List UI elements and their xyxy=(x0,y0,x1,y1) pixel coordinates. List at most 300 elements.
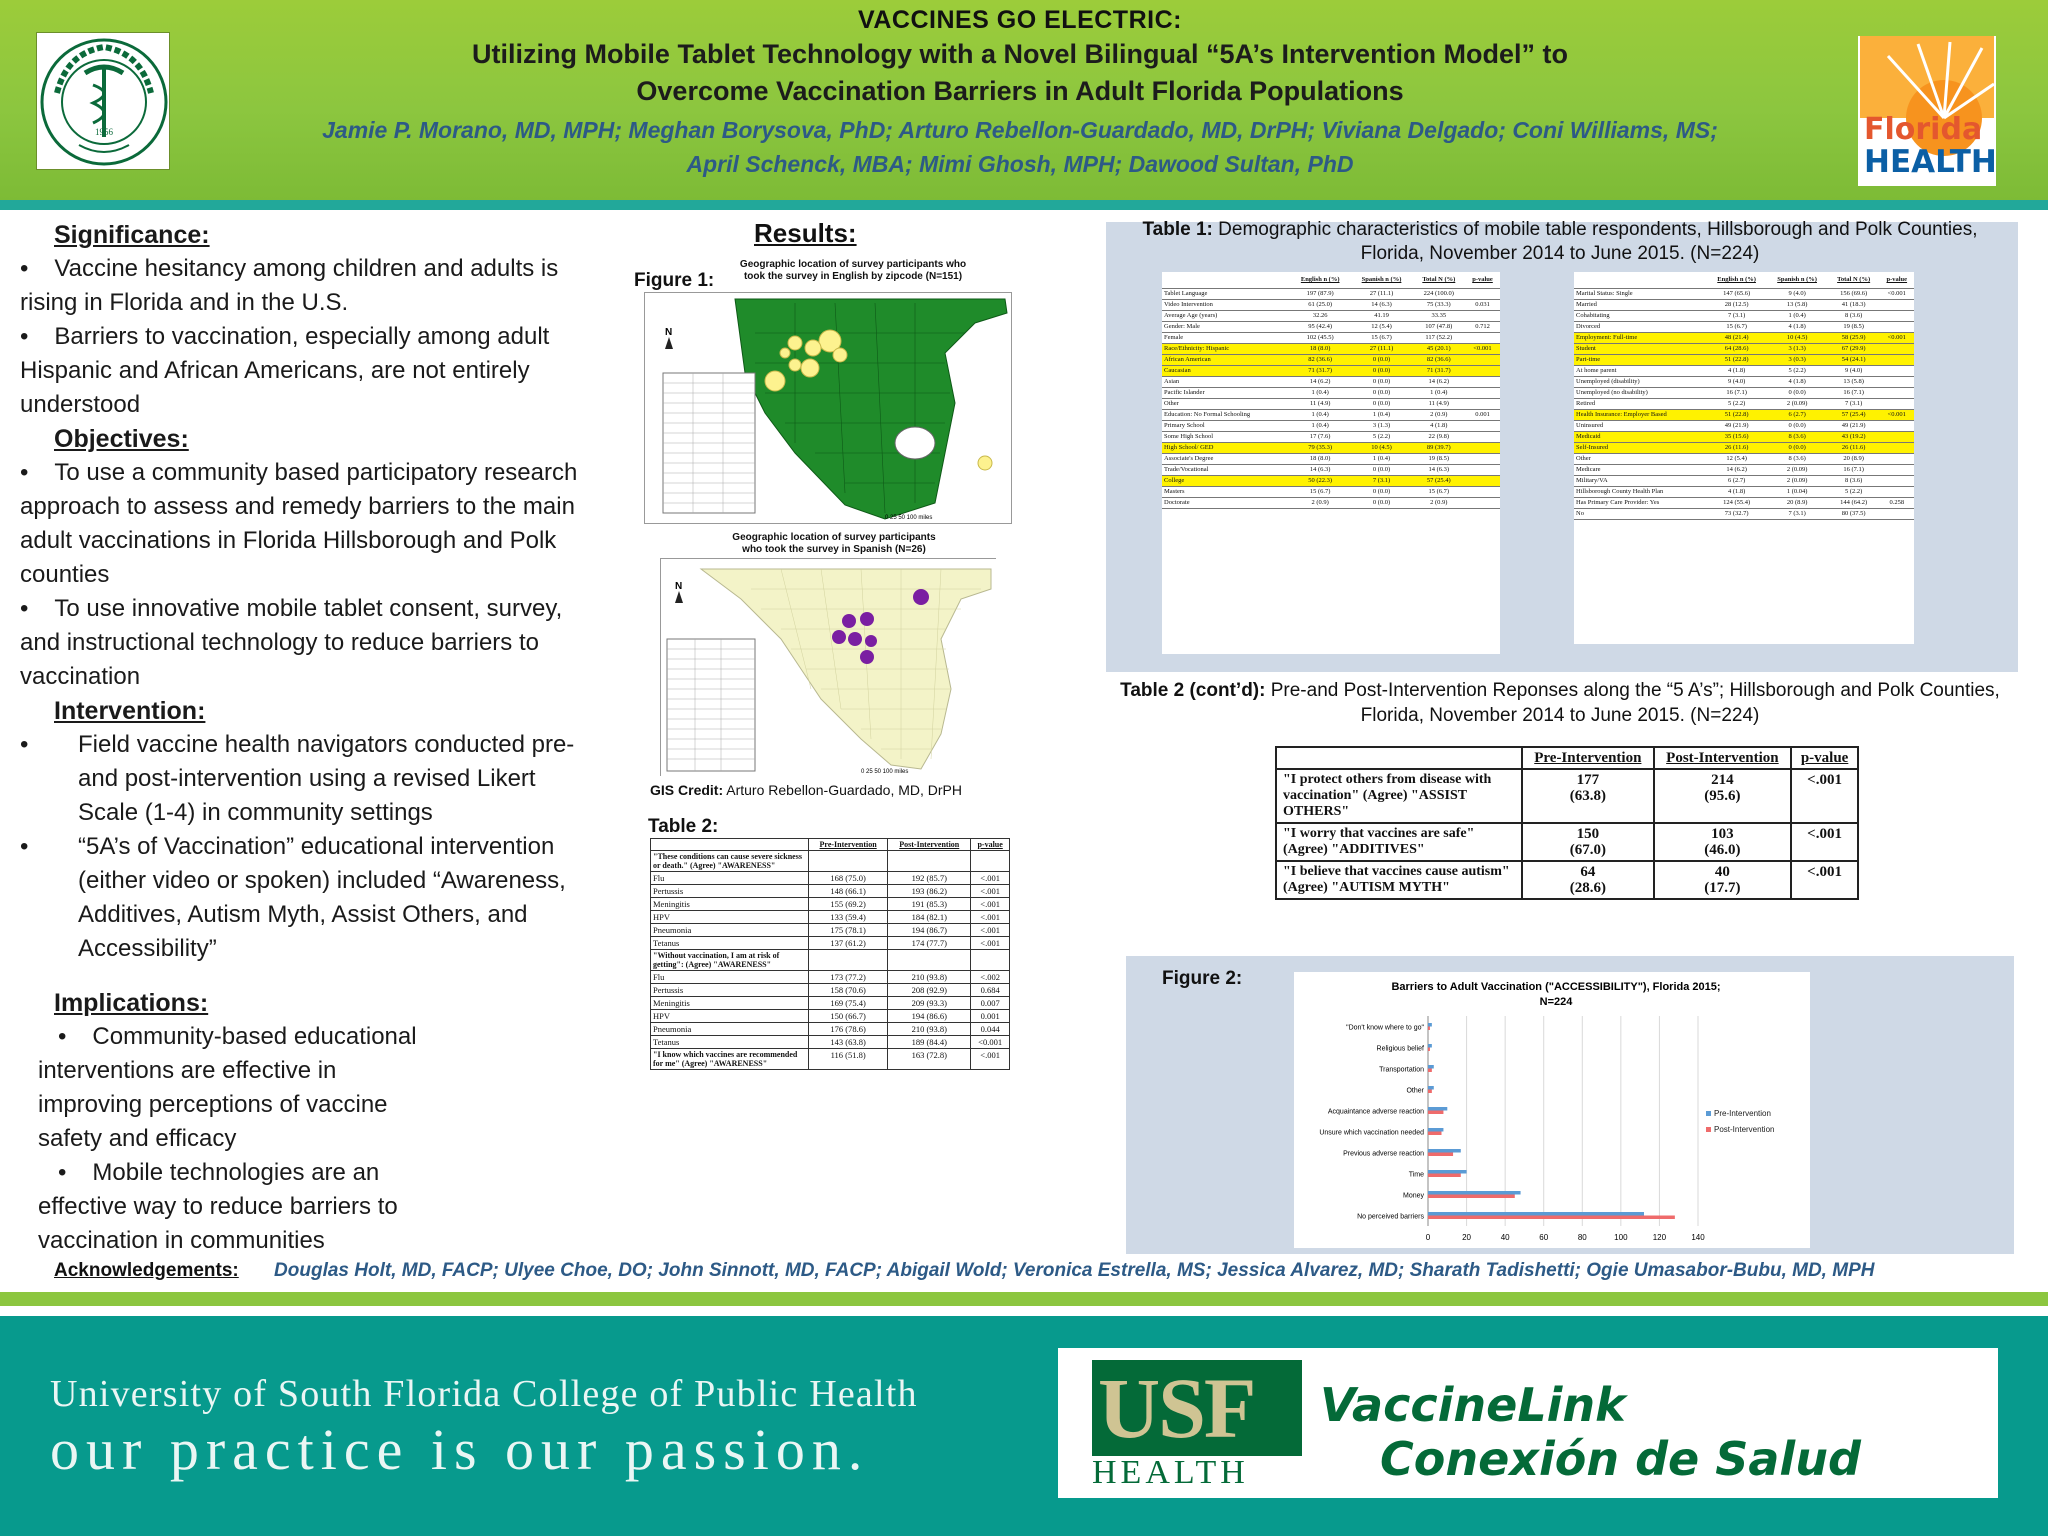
t1-total: 43 (19.2) xyxy=(1828,431,1880,442)
t1-pvalue: 0.258 xyxy=(1880,497,1914,508)
t2-question: HPV xyxy=(651,911,809,924)
t1-spanish: 9 (4.0) xyxy=(1766,288,1827,299)
table-row xyxy=(1574,321,1914,332)
t2-question: Tetanus xyxy=(651,937,809,950)
t2-question: Meningitis xyxy=(651,898,809,911)
t1-total: 14 (6.2) xyxy=(1413,376,1465,387)
table-row xyxy=(651,971,1010,984)
t1-total: 11 (4.9) xyxy=(1413,398,1465,409)
north-arrow-icon xyxy=(665,337,673,349)
t1-header: Spanish n (%) xyxy=(1766,272,1827,288)
t1-english: 14 (6.2) xyxy=(1290,376,1351,387)
t2-pvalue: 0.684 xyxy=(971,984,1010,997)
t1-pvalue xyxy=(1880,376,1914,387)
t1-header: Spanish n (%) xyxy=(1350,272,1412,288)
t1-english: 197 (87.9) xyxy=(1290,288,1351,299)
table-row xyxy=(651,937,1010,950)
t2c-pre xyxy=(1522,769,1654,823)
t2-question: Tetanus xyxy=(651,1036,809,1049)
implications-heading: Implications: xyxy=(54,989,209,1017)
table-row xyxy=(1574,497,1914,508)
t1-total: 1 (0.4) xyxy=(1413,387,1465,398)
t1-english: 18 (8.0) xyxy=(1290,453,1351,464)
intervention-bullet-1 xyxy=(20,728,580,830)
table-row xyxy=(1162,453,1500,464)
t1-total: 2 (0.9) xyxy=(1413,497,1465,508)
t1-english: 9 (4.0) xyxy=(1707,376,1767,387)
chart-bar xyxy=(1428,1107,1447,1111)
t1-total: 58 (25.9) xyxy=(1828,332,1880,343)
title-line1: VACCINES GO ELECTRIC: xyxy=(858,6,1182,34)
t1-english: 124 (55.4) xyxy=(1707,497,1767,508)
chart-bar xyxy=(1428,1191,1521,1195)
t1-spanish: 0 (0.0) xyxy=(1350,464,1412,475)
table-row xyxy=(1574,288,1914,299)
chart-x-tick: 0 xyxy=(1425,1233,1431,1242)
t2-pre: 158 (70.6) xyxy=(808,984,887,997)
t1-spanish: 6 (2.7) xyxy=(1766,409,1827,420)
t2-post: 191 (85.3) xyxy=(888,898,971,911)
figure2-chart xyxy=(1294,972,1810,1248)
table-row xyxy=(1574,409,1914,420)
t2c-pre-pct: (63.8) xyxy=(1569,788,1606,804)
t1-header: p-value xyxy=(1880,272,1914,288)
table-row xyxy=(1574,398,1914,409)
table-row xyxy=(1162,442,1500,453)
table-row xyxy=(1276,823,1858,861)
t2-question: Pneumonia xyxy=(651,924,809,937)
t2-question: Meningitis xyxy=(651,997,809,1010)
t2-pvalue: <.001 xyxy=(971,898,1010,911)
t2-pre: 176 (78.6) xyxy=(808,1023,887,1036)
figure1-label: Figure 1: xyxy=(634,270,715,291)
chart-bar xyxy=(1428,1111,1443,1115)
t1-total: 45 (20.1) xyxy=(1413,343,1465,354)
table-row xyxy=(1574,310,1914,321)
t1-total: 33.35 xyxy=(1413,310,1465,321)
table1-right xyxy=(1574,272,1914,644)
t2c-post xyxy=(1654,861,1791,899)
table-row xyxy=(1162,365,1500,376)
t1-label: Medicaid xyxy=(1574,431,1707,442)
table-row xyxy=(1162,288,1500,299)
t1-pvalue xyxy=(1880,343,1914,354)
t1-english: 28 (12.5) xyxy=(1707,299,1767,310)
t1-spanish: 7 (3.1) xyxy=(1766,508,1827,519)
t1-pvalue xyxy=(1465,431,1500,442)
t1-english: 4 (1.8) xyxy=(1707,365,1767,376)
t1-pvalue: 0.031 xyxy=(1465,299,1500,310)
t1-label: African American xyxy=(1162,354,1290,365)
t1-pvalue xyxy=(1465,486,1500,497)
t2-pre: 168 (75.0) xyxy=(808,872,887,885)
t1-total: 8 (3.6) xyxy=(1828,310,1880,321)
table-row xyxy=(651,1010,1010,1023)
vaccinelink-title: VaccineLink xyxy=(1320,1378,1626,1432)
t2-pvalue: <.001 xyxy=(971,1049,1010,1070)
table-row xyxy=(1574,387,1914,398)
bullet-dot: • xyxy=(20,323,29,350)
t2c-pvalue: <.001 xyxy=(1791,769,1858,823)
bullet-dot: • xyxy=(20,595,29,622)
t1-label: Masters xyxy=(1162,486,1290,497)
t2c-pvalue: <.001 xyxy=(1791,861,1858,899)
table2 xyxy=(650,838,1010,1258)
t1-english: 147 (65.6) xyxy=(1707,288,1767,299)
t1-total: 2 (0.9) xyxy=(1413,409,1465,420)
t1-spanish: 1 (0.4) xyxy=(1766,310,1827,321)
table-row xyxy=(1162,299,1500,310)
footer-college: University of South Florida College of Public Health xyxy=(50,1373,918,1415)
t1-label: Student xyxy=(1574,343,1707,354)
table-row xyxy=(1162,332,1500,343)
table-row xyxy=(651,1036,1010,1049)
t1-spanish: 2 (0.09) xyxy=(1766,398,1827,409)
table-row xyxy=(651,997,1010,1010)
t1-label: Employment: Full-time xyxy=(1574,332,1707,343)
significance-bullet-1 xyxy=(20,252,580,320)
t2-post: 163 (72.8) xyxy=(888,1049,971,1070)
t1-english: 12 (5.4) xyxy=(1707,453,1767,464)
t1-total: 13 (5.8) xyxy=(1828,376,1880,387)
usf-seal-logo xyxy=(36,32,170,170)
acknowledgements-text: Douglas Holt, MD, FACP; Ulyee Choe, DO; John Sinnott, MD, FACP; Abigail Wold; Veronica Estrella, MS; Jessica Alvarez, MD; Sharath Tadishetti; Ogie Umasabor-Bubu, MD, MPH xyxy=(274,1260,1875,1281)
objectives-text-2: To use innovative mobile tablet consent, survey, and instructional technology to reduce barriers to vaccination xyxy=(20,595,563,690)
map-spanish-svg xyxy=(661,559,997,777)
t2c-pvalue: <.001 xyxy=(1791,823,1858,861)
fl-logo-florida: Florida xyxy=(1864,112,1983,147)
t2c-pre-pct: (67.0) xyxy=(1569,842,1606,858)
map1-scale: 0 25 50 100 miles xyxy=(885,515,933,521)
significance-heading: Significance: xyxy=(54,221,210,249)
t2-question: Pertussis xyxy=(651,984,809,997)
bullet-dot: • xyxy=(20,255,29,282)
chart-x-tick: 40 xyxy=(1500,1233,1510,1242)
chart-category-label: Previous adverse reaction xyxy=(1343,1150,1424,1158)
t2c-post-pct: (95.6) xyxy=(1704,788,1741,804)
t2-pre: 175 (78.1) xyxy=(808,924,887,937)
t1-label: Unemployed (disability) xyxy=(1574,376,1707,387)
table2cont-caption xyxy=(1110,678,2010,728)
left-column xyxy=(20,218,580,1258)
t2c-pre xyxy=(1522,823,1654,861)
t1-total: 82 (36.6) xyxy=(1413,354,1465,365)
chart-bar xyxy=(1428,1195,1515,1199)
t1-label: College xyxy=(1162,475,1290,486)
t1-english: 50 (22.3) xyxy=(1290,475,1351,486)
t2-pre xyxy=(808,950,887,971)
gis-credit-label: GIS Credit: xyxy=(650,782,724,798)
objectives-bullet-2 xyxy=(20,592,580,694)
table-row xyxy=(1276,861,1858,899)
t2-pre: 116 (51.8) xyxy=(808,1049,887,1070)
table-row xyxy=(1574,453,1914,464)
t1-total: 49 (21.9) xyxy=(1828,420,1880,431)
t2-pre: 143 (63.8) xyxy=(808,1036,887,1049)
t1-spanish: 4 (1.8) xyxy=(1766,321,1827,332)
chart-category-label: Money xyxy=(1402,1192,1424,1200)
t2-h2: Post-Intervention xyxy=(888,839,971,851)
t2c-question: "I worry that vaccines are safe" (Agree) "ADDITIVES" xyxy=(1276,823,1522,861)
t1-english: 1 (0.4) xyxy=(1290,409,1351,420)
chart-bar xyxy=(1428,1090,1432,1094)
table-row xyxy=(651,924,1010,937)
t1-pvalue xyxy=(1465,453,1500,464)
t2-post: 184 (82.1) xyxy=(888,911,971,924)
bullet-dot: • xyxy=(58,1159,67,1186)
t2-post xyxy=(888,950,971,971)
t1-english: 51 (22.8) xyxy=(1707,354,1767,365)
t1-pvalue xyxy=(1880,354,1914,365)
t1-spanish: 3 (0.3) xyxy=(1766,354,1827,365)
t1-english: 71 (31.7) xyxy=(1290,365,1351,376)
chart-x-tick: 140 xyxy=(1691,1233,1705,1242)
implications-bullet-1 xyxy=(20,1020,580,1156)
t1-english: 49 (21.9) xyxy=(1707,420,1767,431)
t1-total: 144 (64.2) xyxy=(1828,497,1880,508)
table-row xyxy=(1162,420,1500,431)
t1-pvalue xyxy=(1880,321,1914,332)
table1-caption-text: Demographic characteristics of mobile table respondents, Hillsborough and Polk Counties, Florida, November 2014 to June 2015. (N=224) xyxy=(1218,219,1978,264)
t1-spanish: 13 (5.8) xyxy=(1766,299,1827,310)
intervention-heading: Intervention: xyxy=(54,697,206,725)
t1-pvalue xyxy=(1465,464,1500,475)
t1-label: Caucasian xyxy=(1162,365,1290,376)
t2c-post-n: 103 xyxy=(1711,826,1734,842)
objectives-text-1: To use a community based participatory research approach to assess and remedy barriers to the main adult vaccinations in Florida Hillsborough and Polk counties xyxy=(20,459,578,588)
t1-pvalue xyxy=(1465,475,1500,486)
seal-year: 1956 xyxy=(95,127,113,137)
t1-english: 26 (11.6) xyxy=(1707,442,1767,453)
chart-bar xyxy=(1428,1153,1453,1157)
t1-english: 11 (4.9) xyxy=(1290,398,1351,409)
t1-spanish: 0 (0.0) xyxy=(1350,486,1412,497)
chart-x-tick: 20 xyxy=(1462,1233,1472,1242)
table-row xyxy=(1574,475,1914,486)
t1-total: 75 (33.3) xyxy=(1413,299,1465,310)
t1-english: 2 (0.9) xyxy=(1290,497,1351,508)
table-row xyxy=(1574,464,1914,475)
t1-pvalue xyxy=(1465,387,1500,398)
intervention-bullet-2 xyxy=(20,830,580,966)
t1-english: 14 (6.2) xyxy=(1707,464,1767,475)
t1-spanish: 0 (0.0) xyxy=(1766,387,1827,398)
t2c-post-pct: (46.0) xyxy=(1704,842,1741,858)
t1-pvalue xyxy=(1880,398,1914,409)
t2c-post xyxy=(1654,769,1791,823)
t1-total: 107 (47.8) xyxy=(1413,321,1465,332)
t1-spanish: 0 (0.0) xyxy=(1350,387,1412,398)
header-stripe xyxy=(0,200,2048,210)
table-row xyxy=(1574,343,1914,354)
t1-label: Asian xyxy=(1162,376,1290,387)
chart-x-tick: 120 xyxy=(1652,1233,1667,1242)
t2-pvalue: <.002 xyxy=(971,971,1010,984)
table-row xyxy=(1162,310,1500,321)
t2-post: 189 (84.4) xyxy=(888,1036,971,1049)
t1-pvalue: 0.001 xyxy=(1465,409,1500,420)
t1-total: 80 (37.5) xyxy=(1828,508,1880,519)
table-row xyxy=(1574,431,1914,442)
florida-health-logo xyxy=(1858,36,1996,186)
t2-pre: 133 (59.4) xyxy=(808,911,887,924)
t1-pvalue xyxy=(1880,420,1914,431)
intervention-text-2: “5A’s of Vaccination” educational intervention (either video or spoken) included “Awareness, Additives, Autism Myth, Assist Others, and Accessibility” xyxy=(78,833,566,962)
t1-spanish: 0 (0.0) xyxy=(1766,442,1827,453)
t1-label: Race/Ethnicity: Hispanic xyxy=(1162,343,1290,354)
t1-total: 71 (31.7) xyxy=(1413,365,1465,376)
t2c-question: "I protect others from disease with vaccination" (Agree) "ASSIST OTHERS" xyxy=(1276,769,1522,823)
t2-pvalue: <.001 xyxy=(971,924,1010,937)
table-row xyxy=(651,984,1010,997)
t1-label: Gender: Male xyxy=(1162,321,1290,332)
t2-h1: Pre-Intervention xyxy=(808,839,887,851)
t1-label: Unemployed (no disability) xyxy=(1574,387,1707,398)
chart-bar xyxy=(1428,1048,1430,1052)
t1-spanish: 0 (0.0) xyxy=(1350,376,1412,387)
t1-total: 16 (7.1) xyxy=(1828,464,1880,475)
chart-bar xyxy=(1428,1086,1434,1090)
t1-label: Uninsured xyxy=(1574,420,1707,431)
t1-spanish: 1 (0.4) xyxy=(1350,453,1412,464)
t1-pvalue xyxy=(1465,398,1500,409)
t2c-pre-n: 177 xyxy=(1576,772,1600,788)
significance-text-2: Barriers to vaccination, especially among adult Hispanic and African Americans, are not entirely understood xyxy=(20,323,550,418)
north-arrow-icon: N xyxy=(675,581,683,592)
table-row xyxy=(1574,354,1914,365)
t2c-h3: p-value xyxy=(1791,747,1858,769)
t1-label: Military/VA xyxy=(1574,475,1707,486)
t1-label: Retired xyxy=(1574,398,1707,409)
t2-pre: 148 (66.1) xyxy=(808,885,887,898)
title-line3: Overcome Vaccination Barriers in Adult Florida Populations xyxy=(636,76,1404,106)
t2-question: Flu xyxy=(651,971,809,984)
table-row xyxy=(1162,376,1500,387)
t1-pvalue xyxy=(1465,442,1500,453)
t1-spanish: 2 (0.09) xyxy=(1766,475,1827,486)
chart-category-label: Religious belief xyxy=(1376,1045,1424,1053)
table-row xyxy=(1162,431,1500,442)
t1-total: 156 (69.6) xyxy=(1828,288,1880,299)
t2c-pre-pct: (28.6) xyxy=(1569,880,1606,896)
conexion-title: Conexión de Salud xyxy=(1380,1432,1861,1486)
t1-pvalue xyxy=(1465,332,1500,343)
t1-total: 54 (24.1) xyxy=(1828,354,1880,365)
t2-question: Pertussis xyxy=(651,885,809,898)
chart-bar xyxy=(1428,1065,1434,1069)
t2-pre xyxy=(808,851,887,872)
t1-pvalue xyxy=(1880,464,1914,475)
t1-pvalue: <0.001 xyxy=(1880,288,1914,299)
t1-pvalue xyxy=(1880,453,1914,464)
t1-english: 6 (2.7) xyxy=(1707,475,1767,486)
chart-category-label: Transportation xyxy=(1379,1066,1424,1074)
t1-total: 41 (18.3) xyxy=(1828,299,1880,310)
t1-label: Education: No Formal Schooling xyxy=(1162,409,1290,420)
t1-english: 1 (0.4) xyxy=(1290,420,1351,431)
bullet-dot: • xyxy=(58,1023,67,1050)
t1-total: 20 (8.9) xyxy=(1828,453,1880,464)
t2-question: "I know which vaccines are recommended for me" (Agree) "AWARENESS" xyxy=(651,1049,809,1070)
t1-english: 82 (36.6) xyxy=(1290,354,1351,365)
table-row xyxy=(1162,387,1500,398)
t2-question: Flu xyxy=(651,872,809,885)
t1-label: Has Primary Care Provider: Yes xyxy=(1574,497,1707,508)
t1-english: 79 (35.3) xyxy=(1290,442,1351,453)
table-row xyxy=(651,898,1010,911)
t2-pvalue xyxy=(971,851,1010,872)
t1-header: English n (%) xyxy=(1707,272,1767,288)
table1-caption-label: Table 1: xyxy=(1142,219,1213,240)
t2c-question: "I believe that vaccines cause autism"(Agree) "AUTISM MYTH" xyxy=(1276,861,1522,899)
t1-spanish: 15 (6.7) xyxy=(1350,332,1412,343)
t1-total: 67 (29.9) xyxy=(1828,343,1880,354)
t1-pvalue xyxy=(1465,354,1500,365)
t1-header: p-value xyxy=(1465,272,1500,288)
map-spanish xyxy=(660,558,996,776)
t1-label: Other xyxy=(1574,453,1707,464)
chart-legend-label: Pre-Intervention xyxy=(1714,1109,1771,1118)
t2-pvalue xyxy=(971,950,1010,971)
t1-label: At home parent xyxy=(1574,365,1707,376)
chart-category-label: "Don't know where to go" xyxy=(1346,1024,1424,1032)
t2-pre: 155 (69.2) xyxy=(808,898,887,911)
table-row xyxy=(1574,376,1914,387)
t1-label: Hillsborough County Health Plan xyxy=(1574,486,1707,497)
t1-label: Medicare xyxy=(1574,464,1707,475)
t1-english: 64 (28.6) xyxy=(1707,343,1767,354)
t2-pre: 150 (66.7) xyxy=(808,1010,887,1023)
t2-post: 208 (92.9) xyxy=(888,984,971,997)
t1-pvalue xyxy=(1880,442,1914,453)
table1-caption xyxy=(1110,218,2010,266)
implications-bullet-2 xyxy=(20,1156,580,1258)
t1-label: Cohabitating xyxy=(1574,310,1707,321)
table1-left xyxy=(1162,272,1500,654)
t1-pvalue xyxy=(1465,310,1500,321)
t2-post: 193 (86.2) xyxy=(888,885,971,898)
t1-total: 16 (7.1) xyxy=(1828,387,1880,398)
table-row xyxy=(651,950,1010,971)
divider-bar xyxy=(0,1292,2048,1306)
chart-bar xyxy=(1428,1044,1432,1048)
t2-pvalue: <.001 xyxy=(971,911,1010,924)
chart-category-label: Other xyxy=(1406,1087,1424,1095)
results-heading: Results: xyxy=(754,218,857,248)
t1-spanish: 27 (11.1) xyxy=(1350,288,1412,299)
table-row xyxy=(1162,497,1500,508)
chart-legend-label: Post-Intervention xyxy=(1714,1125,1775,1134)
t1-spanish: 3 (1.3) xyxy=(1766,343,1827,354)
table-row xyxy=(1162,354,1500,365)
t1-label: Video Intervention xyxy=(1162,299,1290,310)
table-row xyxy=(1574,299,1914,310)
t1-spanish: 41.19 xyxy=(1350,310,1412,321)
acknowledgements xyxy=(54,1258,2044,1284)
t1-english: 73 (32.7) xyxy=(1707,508,1767,519)
t1-label: Primary School xyxy=(1162,420,1290,431)
t2c-post-n: 214 xyxy=(1711,772,1734,788)
t1-spanish: 5 (2.2) xyxy=(1350,431,1412,442)
t2-pvalue: <0.001 xyxy=(971,1036,1010,1049)
t1-label: Divorced xyxy=(1574,321,1707,332)
t2c-pre-n: 64 xyxy=(1580,864,1596,880)
table2cont-caption-text: Pre-and Post-Intervention Reponses along the “5 A’s”; Hillsborough and Polk Counties, Florida, November 2014 to June 2015. (N=224) xyxy=(1270,680,2000,726)
table-row xyxy=(651,872,1010,885)
t1-header xyxy=(1574,272,1707,288)
gis-credit-name: Arturo Rebellon-Guardado, MD, DrPH xyxy=(726,782,963,798)
intervention-text-1: Field vaccine health navigators conducted pre- and post-intervention using a revised Likert Scale (1-4) in community settings xyxy=(78,731,575,826)
